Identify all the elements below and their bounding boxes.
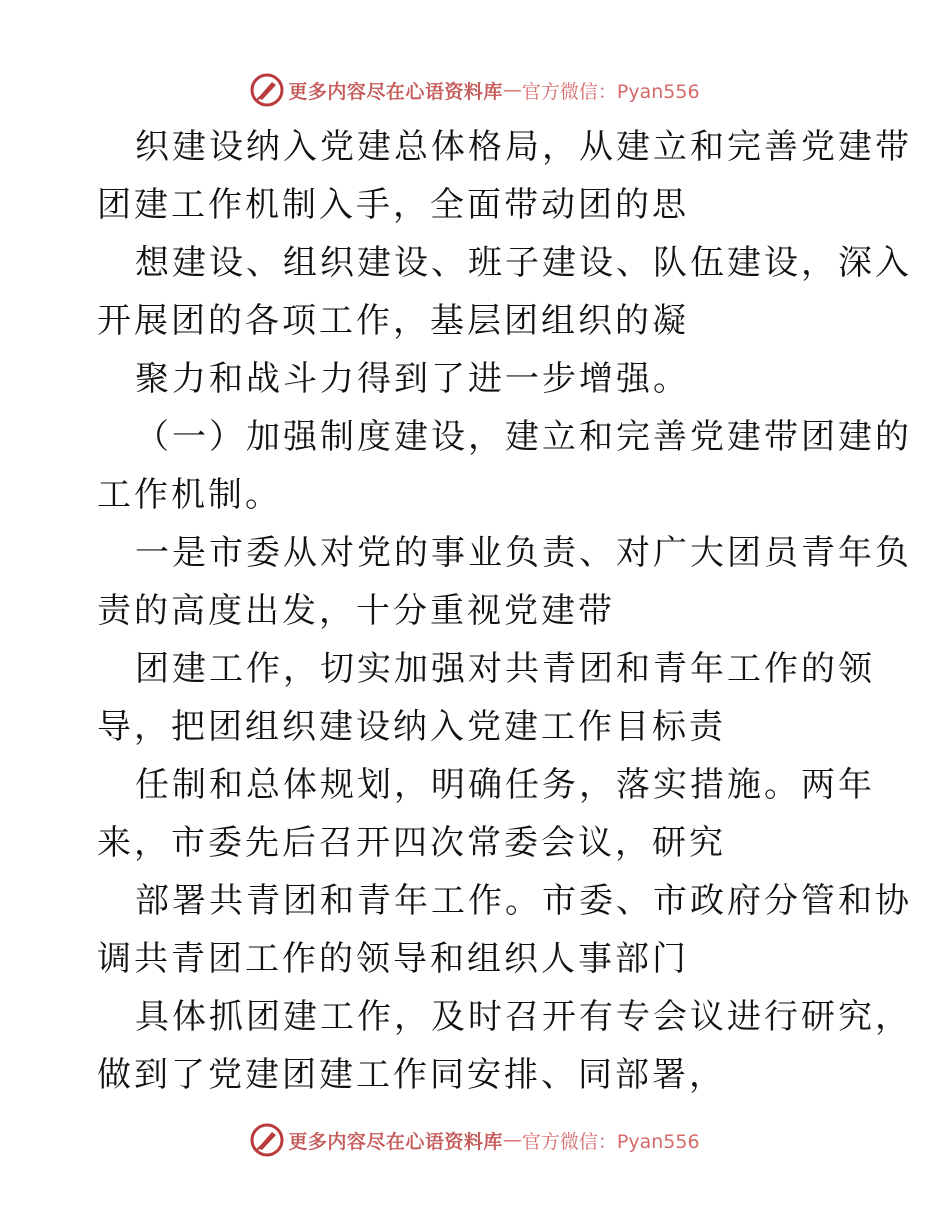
text-line: 来，市委先后召开四次常委会议，研究 [97, 823, 726, 863]
section-heading: （一）加强制度建设，建立和完善党建带团建的 [135, 417, 912, 457]
footer-banner-separator: — [502, 1129, 522, 1151]
text-line: 开展团的各项工作，基层团组织的凝 [97, 301, 689, 341]
header-banner-contact: 官方微信：Pyan556 [521, 80, 700, 103]
quill-pen-logo-icon [250, 73, 284, 107]
text-line: 团建工作机制入手，全面带动团的思 [97, 185, 689, 225]
text-line: 责的高度出发，十分重视党建带 [97, 591, 615, 631]
text-line: 织建设纳入党建总体格局，从建立和完善党建带 [135, 127, 912, 167]
header-banner-text: 更多内容尽在心语资料库 [288, 80, 503, 103]
text-line: 调共青团工作的领导和组织人事部门 [97, 939, 689, 979]
footer-banner [0, 1120, 950, 1160]
text-line: 聚力和战斗力得到了进一步增强。 [135, 359, 690, 399]
footer-banner-text: 更多内容尽在心语资料库 [288, 1130, 503, 1153]
text-line: 做到了党建团建工作同安排、同部署， [97, 1055, 726, 1095]
text-line: 团建工作，切实加强对共青团和青年工作的领 [135, 649, 875, 689]
text-line: 具体抓团建工作，及时召开有专会议进行研究， [135, 997, 912, 1037]
text-line: 一是市委从对党的事业负责、对广大团员青年负 [135, 533, 912, 573]
footer-banner-contact: 官方微信：Pyan556 [521, 1130, 700, 1153]
header-banner [0, 70, 950, 110]
text-line: 任制和总体规划，明确任务，落实措施。两年 [135, 765, 875, 805]
section-heading-continued: 工作机制。 [97, 475, 282, 515]
text-line: 想建设、组织建设、班子建设、队伍建设，深入 [135, 243, 912, 283]
header-banner-separator: — [502, 79, 522, 101]
document-body [97, 118, 912, 1104]
quill-pen-logo-icon [250, 1123, 284, 1157]
text-line: 导，把团组织建设纳入党建工作目标责 [97, 707, 726, 747]
text-line: 部署共青团和青年工作。市委、市政府分管和协 [135, 881, 912, 921]
